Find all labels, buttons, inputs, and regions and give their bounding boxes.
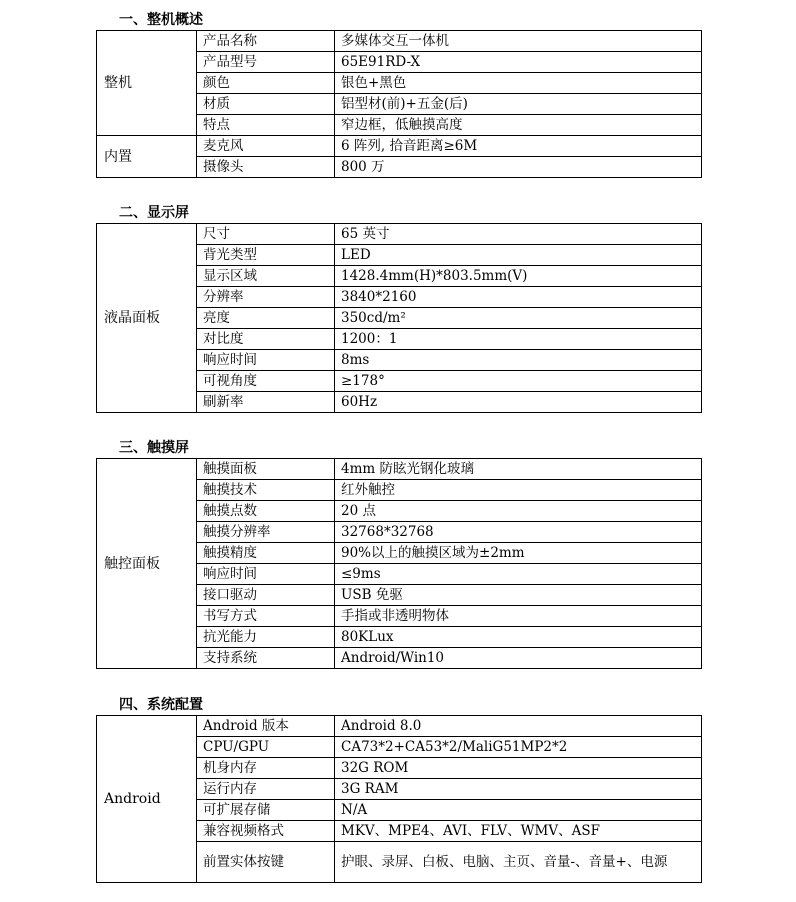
spec-name: 颜色 [197,73,335,94]
spec-value: 32768*32768 [335,522,702,543]
spec-name: 产品型号 [197,52,335,73]
spec-name: 材质 [197,94,335,115]
spec-value: 20 点 [335,501,702,522]
spec-name: 显示区域 [197,266,335,287]
spec-name: 前置实体按键 [197,842,335,883]
spec-value: 350cd/m² [335,308,702,329]
spec-value: LED [335,245,702,266]
spec-name: 对比度 [197,329,335,350]
spec-name: Android 版本 [197,716,335,737]
spec-value: Android 8.0 [335,716,702,737]
spec-name: 可扩展存储 [197,800,335,821]
spec-value: 800 万 [335,157,702,178]
spec-name: 背光类型 [197,245,335,266]
group-label: 液晶面板 [97,224,197,413]
spec-name: 响应时间 [197,350,335,371]
spec-value: ≤9ms [335,564,702,585]
spec-name: 触摸点数 [197,501,335,522]
spec-name: 触摸面板 [197,459,335,480]
spec-value: 银色+黑色 [335,73,702,94]
spec-name: 可视角度 [197,371,335,392]
spec-name: 麦克风 [197,136,335,157]
group-label: Android [97,716,197,883]
spec-name: 摄像头 [197,157,335,178]
spec-value: 1200：1 [335,329,702,350]
spec-name: 兼容视频格式 [197,821,335,842]
spec-name: 响应时间 [197,564,335,585]
spec-name: 触摸技术 [197,480,335,501]
spec-value: 护眼、录屏、白板、电脑、主页、音量-、音量+、电源 [335,842,702,883]
spec-name: 分辨率 [197,287,335,308]
spec-value: 手指或非透明物体 [335,606,702,627]
spec-name: 刷新率 [197,392,335,413]
spec-name: 尺寸 [197,224,335,245]
spec-table-overview [96,30,702,178]
spec-name: 特点 [197,115,335,136]
spec-value: 1428.4mm(H)*803.5mm(V) [335,266,702,287]
spec-value: CA73*2+CA53*2/MaliG51MP2*2 [335,737,702,758]
section-title: 三、触摸屏 [119,440,189,456]
spec-value: 65E91RD-X [335,52,702,73]
group-label: 触控面板 [97,459,197,669]
spec-value: 8ms [335,350,702,371]
spec-value: 3G RAM [335,779,702,800]
group-label: 内置 [97,136,197,178]
spec-name: 亮度 [197,308,335,329]
spec-value: ≥178° [335,371,702,392]
section-title: 二、显示屏 [119,205,189,221]
spec-table-touch [96,458,702,669]
group-label: 整机 [97,31,197,136]
spec-value: 32G ROM [335,758,702,779]
spec-table-display [96,223,702,413]
spec-table-system [96,715,702,883]
spec-value: 60Hz [335,392,702,413]
section-title: 一、整机概述 [119,12,203,28]
spec-name: 书写方式 [197,606,335,627]
section-title: 四、系统配置 [119,697,203,713]
spec-value: 6 阵列, 拾音距离≥6M [335,136,702,157]
spec-value: 65 英寸 [335,224,702,245]
spec-value: N/A [335,800,702,821]
spec-value: 红外触控 [335,480,702,501]
spec-name: 支持系统 [197,648,335,669]
spec-value: 铝型材(前)+五金(后) [335,94,702,115]
spec-value: USB 免驱 [335,585,702,606]
spec-name: 触摸精度 [197,543,335,564]
spec-name: 触摸分辨率 [197,522,335,543]
spec-name: 运行内存 [197,779,335,800]
spec-name: 机身内存 [197,758,335,779]
spec-name: 抗光能力 [197,627,335,648]
spec-value: MKV、MPE4、AVI、FLV、WMV、ASF [335,821,702,842]
spec-value: 窄边框，低触摸高度 [335,115,702,136]
spec-name: CPU/GPU [197,737,335,758]
spec-value: 多媒体交互一体机 [335,31,702,52]
spec-value: 4mm 防眩光钢化玻璃 [335,459,702,480]
spec-value: Android/Win10 [335,648,702,669]
spec-value: 3840*2160 [335,287,702,308]
spec-value: 90%以上的触摸区域为±2mm [335,543,702,564]
spec-name: 产品名称 [197,31,335,52]
spec-name: 接口驱动 [197,585,335,606]
spec-value: 80KLux [335,627,702,648]
